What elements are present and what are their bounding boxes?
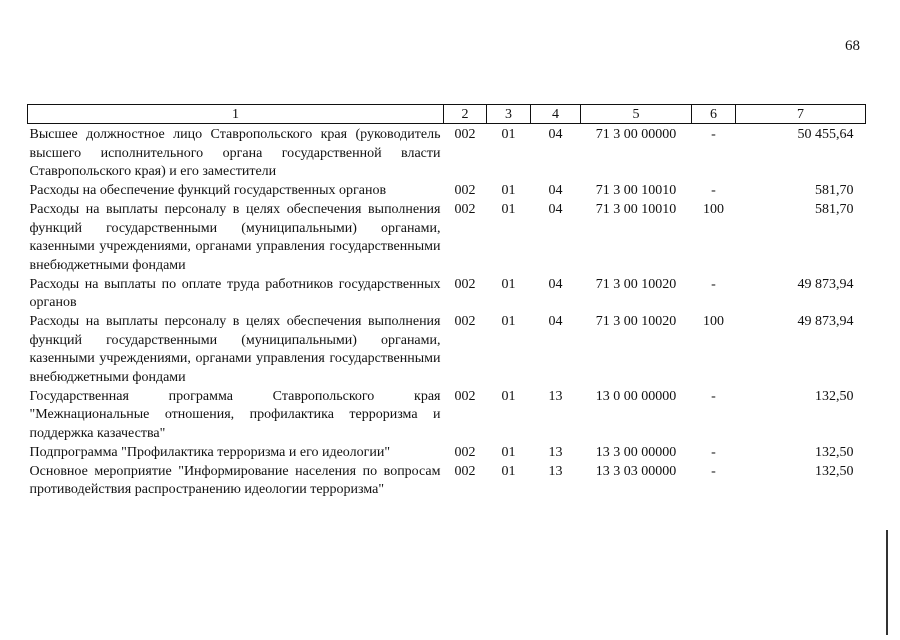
row-target: 13 3 03 00000	[595, 463, 677, 479]
row-amount: 132,50	[815, 463, 854, 479]
row-ministry: 002	[454, 183, 476, 198]
row-target: 71 3 00 10010	[595, 183, 677, 198]
row-section: 01	[501, 444, 516, 460]
col-header-2: 2	[444, 105, 487, 124]
row-target: 71 3 00 10020	[595, 314, 677, 329]
scan-edge-line	[886, 530, 888, 635]
row-ministry: 002	[454, 314, 476, 329]
table-row	[28, 124, 866, 182]
row-amount: 581,70	[815, 183, 854, 198]
table-row	[28, 313, 866, 388]
row-subsection: 04	[548, 276, 563, 292]
table-row	[28, 275, 866, 313]
row-name: Расходы на обеспечение функций государственных органов	[29, 183, 387, 198]
row-name: Расходы на выплаты по оплате труда работников государственных органов	[29, 276, 441, 310]
row-subsection: 04	[548, 202, 563, 217]
col-header-1: 1	[28, 105, 444, 124]
row-subsection: 04	[548, 183, 563, 198]
row-amount: 50 455,64	[797, 127, 854, 142]
row-subsection: 04	[548, 127, 563, 142]
row-name: Расходы на выплаты персоналу в целях обеспечения выполнения функций государственными (муниципальными) органами, казенными учреждениями, органами управления государственными внебюджетными фондами	[29, 202, 441, 273]
row-section: 01	[501, 388, 516, 404]
row-ministry: 002	[454, 276, 476, 292]
row-target: 71 3 00 00000	[595, 127, 677, 142]
row-section: 01	[501, 463, 516, 479]
page-number: 68	[845, 38, 860, 54]
row-name: Государственная программа Ставропольского края "Межнациональные отношения, профилактика терроризма и поддержка казачества"	[29, 388, 441, 441]
row-section: 01	[501, 314, 516, 329]
row-ministry: 002	[454, 388, 476, 404]
row-type: -	[711, 444, 716, 460]
row-amount: 581,70	[815, 202, 854, 217]
row-ministry: 002	[454, 444, 476, 460]
col-header-6: 6	[692, 105, 736, 124]
row-target: 71 3 00 10010	[595, 202, 677, 217]
row-ministry: 002	[454, 202, 476, 217]
row-section: 01	[501, 183, 516, 198]
budget-table	[27, 104, 866, 500]
table-row	[28, 443, 866, 462]
row-amount: 49 873,94	[797, 314, 854, 329]
row-amount: 132,50	[815, 444, 854, 460]
row-name: Основное мероприятие "Информирование населения по вопросам противодействия распространению идеологии терроризма"	[29, 463, 441, 497]
row-target: 13 3 00 00000	[595, 444, 677, 460]
row-ministry: 002	[454, 463, 476, 479]
row-section: 01	[501, 127, 516, 142]
row-target: 71 3 00 10020	[595, 276, 677, 292]
row-ministry: 002	[454, 127, 476, 142]
row-type: -	[711, 183, 716, 198]
col-header-7: 7	[736, 105, 866, 124]
table-row	[28, 182, 866, 201]
col-header-4: 4	[531, 105, 581, 124]
row-type: 100	[703, 314, 724, 329]
row-name: Расходы на выплаты персоналу в целях обеспечения выполнения функций государственными (муниципальными) органами, казенными учреждениями, органами управления государственными внебюджетными фондами	[29, 314, 441, 385]
row-subsection: 13	[548, 463, 563, 479]
row-subsection: 04	[548, 314, 563, 329]
row-type: -	[711, 276, 716, 292]
row-target: 13 0 00 00000	[595, 388, 677, 404]
col-header-5: 5	[581, 105, 692, 124]
row-amount: 132,50	[815, 388, 854, 404]
row-subsection: 13	[548, 388, 563, 404]
row-section: 01	[501, 276, 516, 292]
row-type: -	[711, 127, 716, 142]
row-type: -	[711, 463, 716, 479]
header-row	[28, 105, 866, 124]
table-row	[28, 462, 866, 500]
row-section: 01	[501, 202, 516, 217]
row-name: Подпрограмма "Профилактика терроризма и его идеологии"	[29, 444, 391, 460]
row-type: 100	[703, 202, 724, 217]
row-subsection: 13	[548, 444, 563, 460]
table-row	[28, 387, 866, 443]
row-name: Высшее должностное лицо Ставропольского края (руководитель высшего исполнительного органа государственной власти Ставропольского края) и его заместители	[29, 127, 441, 179]
row-amount: 49 873,94	[797, 276, 854, 292]
col-header-3: 3	[487, 105, 531, 124]
row-type: -	[711, 388, 716, 404]
table-row	[28, 201, 866, 276]
